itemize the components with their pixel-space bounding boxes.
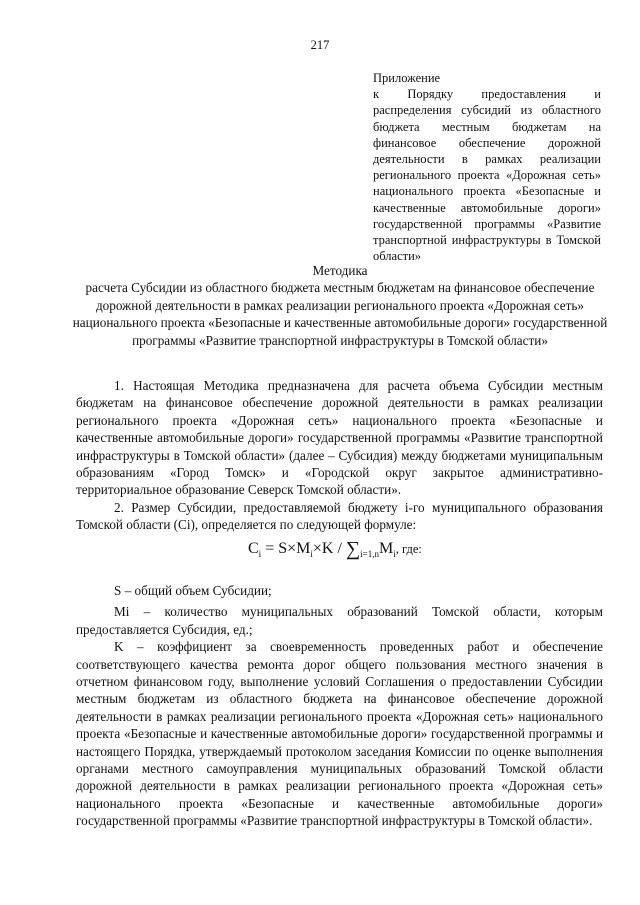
formula-lhs-sub: i (258, 549, 262, 560)
methodology-subtitle: расчета Субсидии из областного бюджета местным бюджетам на финансовое обеспечение дорожной деятельности в рамках реализации регионального проекта «Дорожная сеть» национального проекта «Безопасные и качественные автомобильные дороги» государственной программы «Развитие транспортной инфраструктуры в Томской области» (72, 280, 608, 348)
formula-mid: ×K / (312, 540, 346, 557)
definitions (76, 582, 603, 830)
subsidy-formula (248, 538, 422, 561)
paragraph-1: 1. Настоящая Методика предназначена для расчета объема Субсидии местным бюджетам на финансовое обеспечение дорожной деятельности в рамках реализации регионального проекта «Дорожная сеть» национального проекта «Безопасные и качественные автомобильные дороги» государственной программы «Развитие транспортной инфраструктуры в Томской области» (далее – Субсидия) между бюджетами муниципальным образованиям «Город Томск» и «Городской округ закрытое административно-территориальное образование Северск Томской области». (76, 378, 603, 498)
formula-m-sub: i (310, 549, 313, 560)
paragraph-2: 2. Размер Субсидии, предоставляемой бюджету i-го муниципального образования Томской области (Ci), определяется по следующей формуле: (76, 499, 603, 533)
methodology-title: Методика (312, 263, 368, 278)
formula-rhs-sub: i (393, 549, 396, 560)
formula-rhs: M (379, 540, 394, 557)
formula-eq: = S×M (261, 540, 311, 557)
formula-lhs: C (248, 540, 259, 557)
formula-tail: , где: (395, 542, 422, 556)
sum-symbol: ∑ (345, 538, 361, 560)
document-heading (70, 262, 610, 349)
definition-m: Mi – количество муниципальных образований Томской области, которым предоставляется Субсидия, ед.; (76, 604, 603, 637)
definition-k: K – коэффициент за своевременность проведенных работ и обеспечение соответствующего качества ремонта дорог общего пользования местного значения в отчетном финансовом году, выполнение условий Соглашения о предоставлении Субсидии местным бюджетам из областного бюджета на финансовое обеспечение дорожной деятельности в рамках реализации регионального проекта «Дорожная сеть» национального проекта «Безопасные и качественные автомобильные дороги» государственной программы и настоящего Порядка, утверждаемый протоколом заседания Комиссии по оценке выполнения органами местного самоуправления муниципальных образований Томской области дорожной деятельности в рамках реализации регионального проекта «Дорожная сеть» национального проекта «Безопасные и качественные автомобильные дороги» государственной программы «Развитие транспортной инфраструктуры в Томской области». (76, 639, 603, 829)
appendix-block (373, 70, 601, 264)
page-number: 217 (310, 38, 330, 52)
definition-s: S – общий объем Субсидии; (114, 583, 272, 598)
formula-sum-sub: i=1,n (360, 549, 379, 560)
appendix-body: к Порядку предоставления и распределения субсидий из областного бюджета местным бюджетам на финансовое обеспечение дорожной деятельности в рамках реализации регионального проекта «Дорожная сеть» национального проекта «Безопасные и качественные автомобильные дороги» государственной программы «Развитие транспортной инфраструктуры в Томской области» (373, 87, 601, 264)
appendix-title: Приложение (373, 71, 441, 85)
main-text (76, 377, 603, 534)
